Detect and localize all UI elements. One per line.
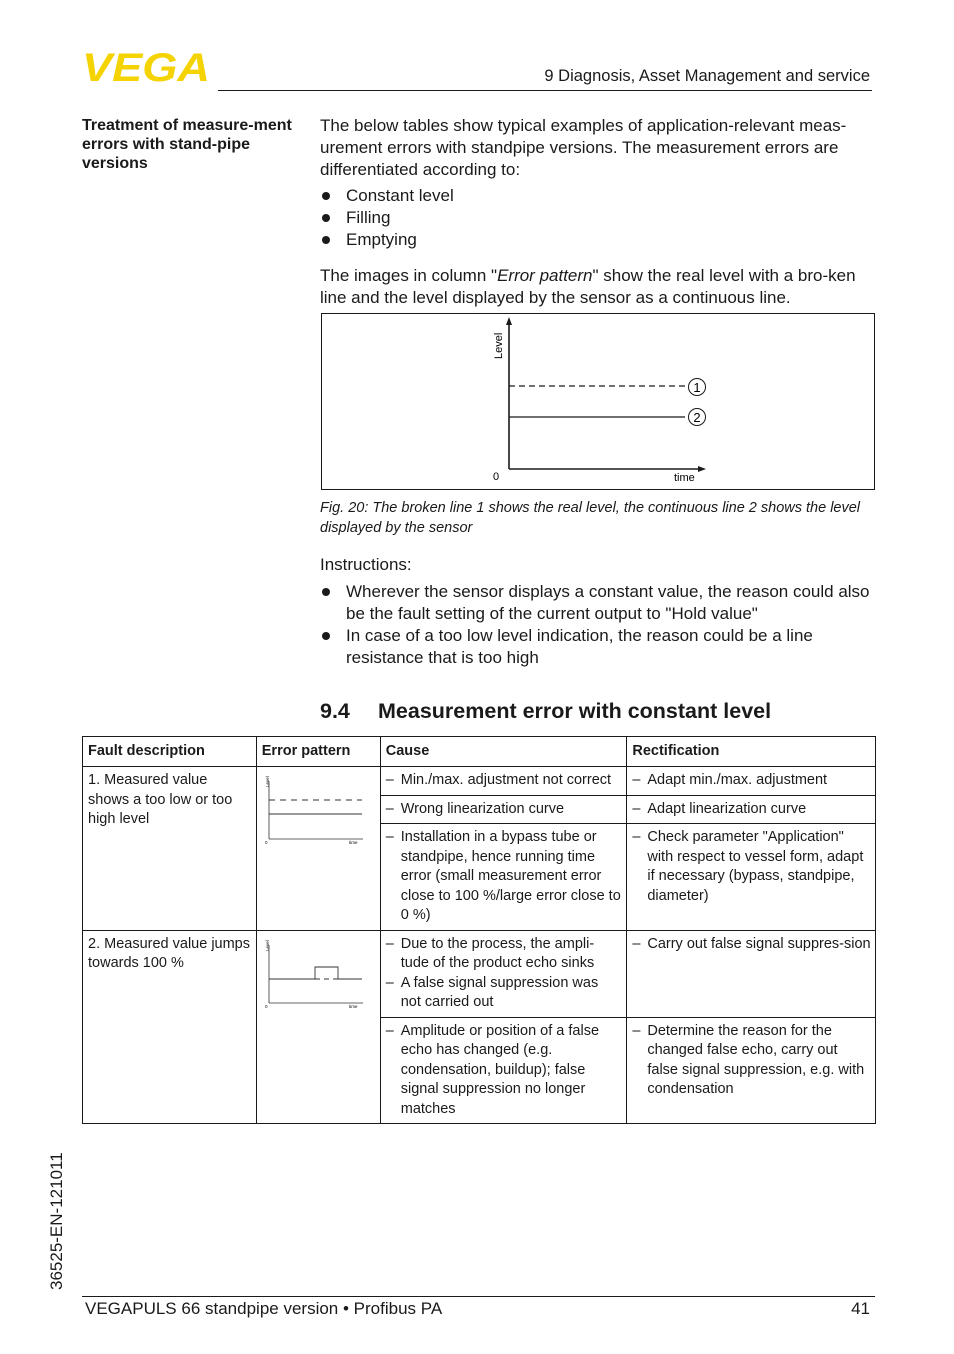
fault-2-cause-1: – Due to the process, the ampli-tude of the product echo sinks – A false signal suppression was not carried out bbox=[380, 930, 627, 1017]
vega-logo bbox=[82, 50, 212, 84]
origin-label: 0 bbox=[493, 471, 500, 483]
level-type-list bbox=[320, 185, 880, 251]
table-row bbox=[83, 767, 876, 796]
x-axis-label: time bbox=[674, 472, 695, 484]
x-axis-arrow bbox=[698, 466, 706, 472]
mini-origin: 0 bbox=[264, 1003, 268, 1009]
header-rule bbox=[218, 90, 872, 91]
footer-rule bbox=[82, 1296, 875, 1297]
y-axis-label: Level bbox=[493, 332, 505, 359]
mini-y-label: Level bbox=[264, 776, 270, 787]
logo-text: VEGA bbox=[82, 50, 210, 84]
fault-1-description: 1. Measured value shows a too low or too high level bbox=[83, 767, 257, 931]
marker-1-label: 1 bbox=[693, 380, 701, 395]
images-explanation bbox=[320, 265, 880, 309]
fault-1-cause-2: – Wrong linearization curve bbox=[380, 795, 627, 824]
header-error-pattern: Error pattern bbox=[256, 737, 380, 767]
fault-2-pattern-graph bbox=[259, 935, 375, 1011]
list-item: Filling bbox=[320, 207, 880, 229]
header-section-title: 9 Diagnosis, Asset Management and service bbox=[544, 67, 870, 85]
error-pattern-term: Error pattern bbox=[497, 266, 593, 285]
figure-level-diagram bbox=[321, 313, 875, 490]
fault-2-fix-2: – Determine the reason for the changed false echo, carry out false signal suppression, e.g. with condensation bbox=[627, 1017, 876, 1124]
list-item: Constant level bbox=[320, 185, 880, 207]
y-axis-arrow bbox=[506, 317, 512, 325]
intro-paragraph: The below tables show typical examples of application-relevant meas-urement errors with standpipe versions. The measurement errors are differentiated according to: bbox=[320, 116, 847, 179]
table-header-row bbox=[83, 737, 876, 767]
section-title: Measurement error with constant level bbox=[378, 699, 772, 723]
fault-2-description: 2. Measured value jumps towards 100 % bbox=[83, 930, 257, 1124]
fault-1-pattern bbox=[256, 767, 380, 931]
fault-2-fix-1: – Carry out false signal suppres-sion bbox=[627, 930, 876, 1017]
fault-2-cause-2: – Amplitude or position of a false echo has changed (e.g. condensation, buildup); false signal suppression no longer matches bbox=[380, 1017, 627, 1124]
figure-caption: Fig. 20: The broken line 1 shows the real level, the continuous line 2 shows the level displayed by the sensor bbox=[320, 500, 861, 536]
mini-displayed-level bbox=[269, 967, 362, 979]
fault-1-fix-3: – Check parameter "Application" with respect to vessel form, adapt if necessary (bypass, standpipe, diameter) bbox=[627, 824, 876, 931]
mini-y-label: Level bbox=[264, 939, 270, 951]
fault-1-pattern-graph bbox=[259, 771, 375, 847]
images-text-after: " show the real level with a bro-ken line and the level displayed by the sensor as a continuous line. bbox=[320, 266, 856, 307]
side-heading: Treatment of measure-ment errors with stand-pipe versions bbox=[82, 117, 292, 172]
fault-table bbox=[82, 736, 876, 1124]
fault-2-pattern bbox=[256, 930, 380, 1124]
header-fault-description: Fault description bbox=[83, 737, 257, 767]
list-item: Emptying bbox=[320, 229, 880, 251]
images-text-before: The images in column " bbox=[320, 266, 498, 285]
instructions-list bbox=[320, 581, 880, 669]
fault-1-fix-1: – Adapt min./max. adjustment bbox=[627, 767, 876, 796]
mini-origin: 0 bbox=[264, 840, 268, 845]
level-diagram-svg bbox=[322, 314, 874, 489]
table-row bbox=[83, 930, 876, 1017]
header-rectification: Rectification bbox=[627, 737, 876, 767]
mini-x-label: time bbox=[348, 1003, 358, 1009]
instructions-label: Instructions: bbox=[320, 555, 412, 574]
fault-1-cause-3: – Installation in a bypass tube or standpipe, hence running time error (small measurement error close to 100 %/large error close to 0 %) bbox=[380, 824, 627, 931]
header-cause: Cause bbox=[380, 737, 627, 767]
fault-1-fix-2: – Adapt linearization curve bbox=[627, 795, 876, 824]
document-id: 36525-EN-121011 bbox=[47, 1152, 66, 1290]
page-number: 41 bbox=[851, 1299, 870, 1318]
mini-x-label: time bbox=[348, 840, 358, 845]
footer-product: VEGAPULS 66 standpipe version • Profibus PA bbox=[85, 1299, 443, 1318]
marker-2-label: 2 bbox=[693, 410, 701, 425]
list-item: Wherever the sensor displays a constant value, the reason could also be the fault setting of the current output to "Hold value" bbox=[320, 581, 880, 625]
section-heading bbox=[320, 699, 771, 724]
list-item: In case of a too low level indication, the reason could be a line resistance that is too high bbox=[320, 625, 880, 669]
fault-1-cause-1: – Min./max. adjustment not correct bbox=[380, 767, 627, 796]
section-number: 9.4 bbox=[320, 699, 350, 723]
